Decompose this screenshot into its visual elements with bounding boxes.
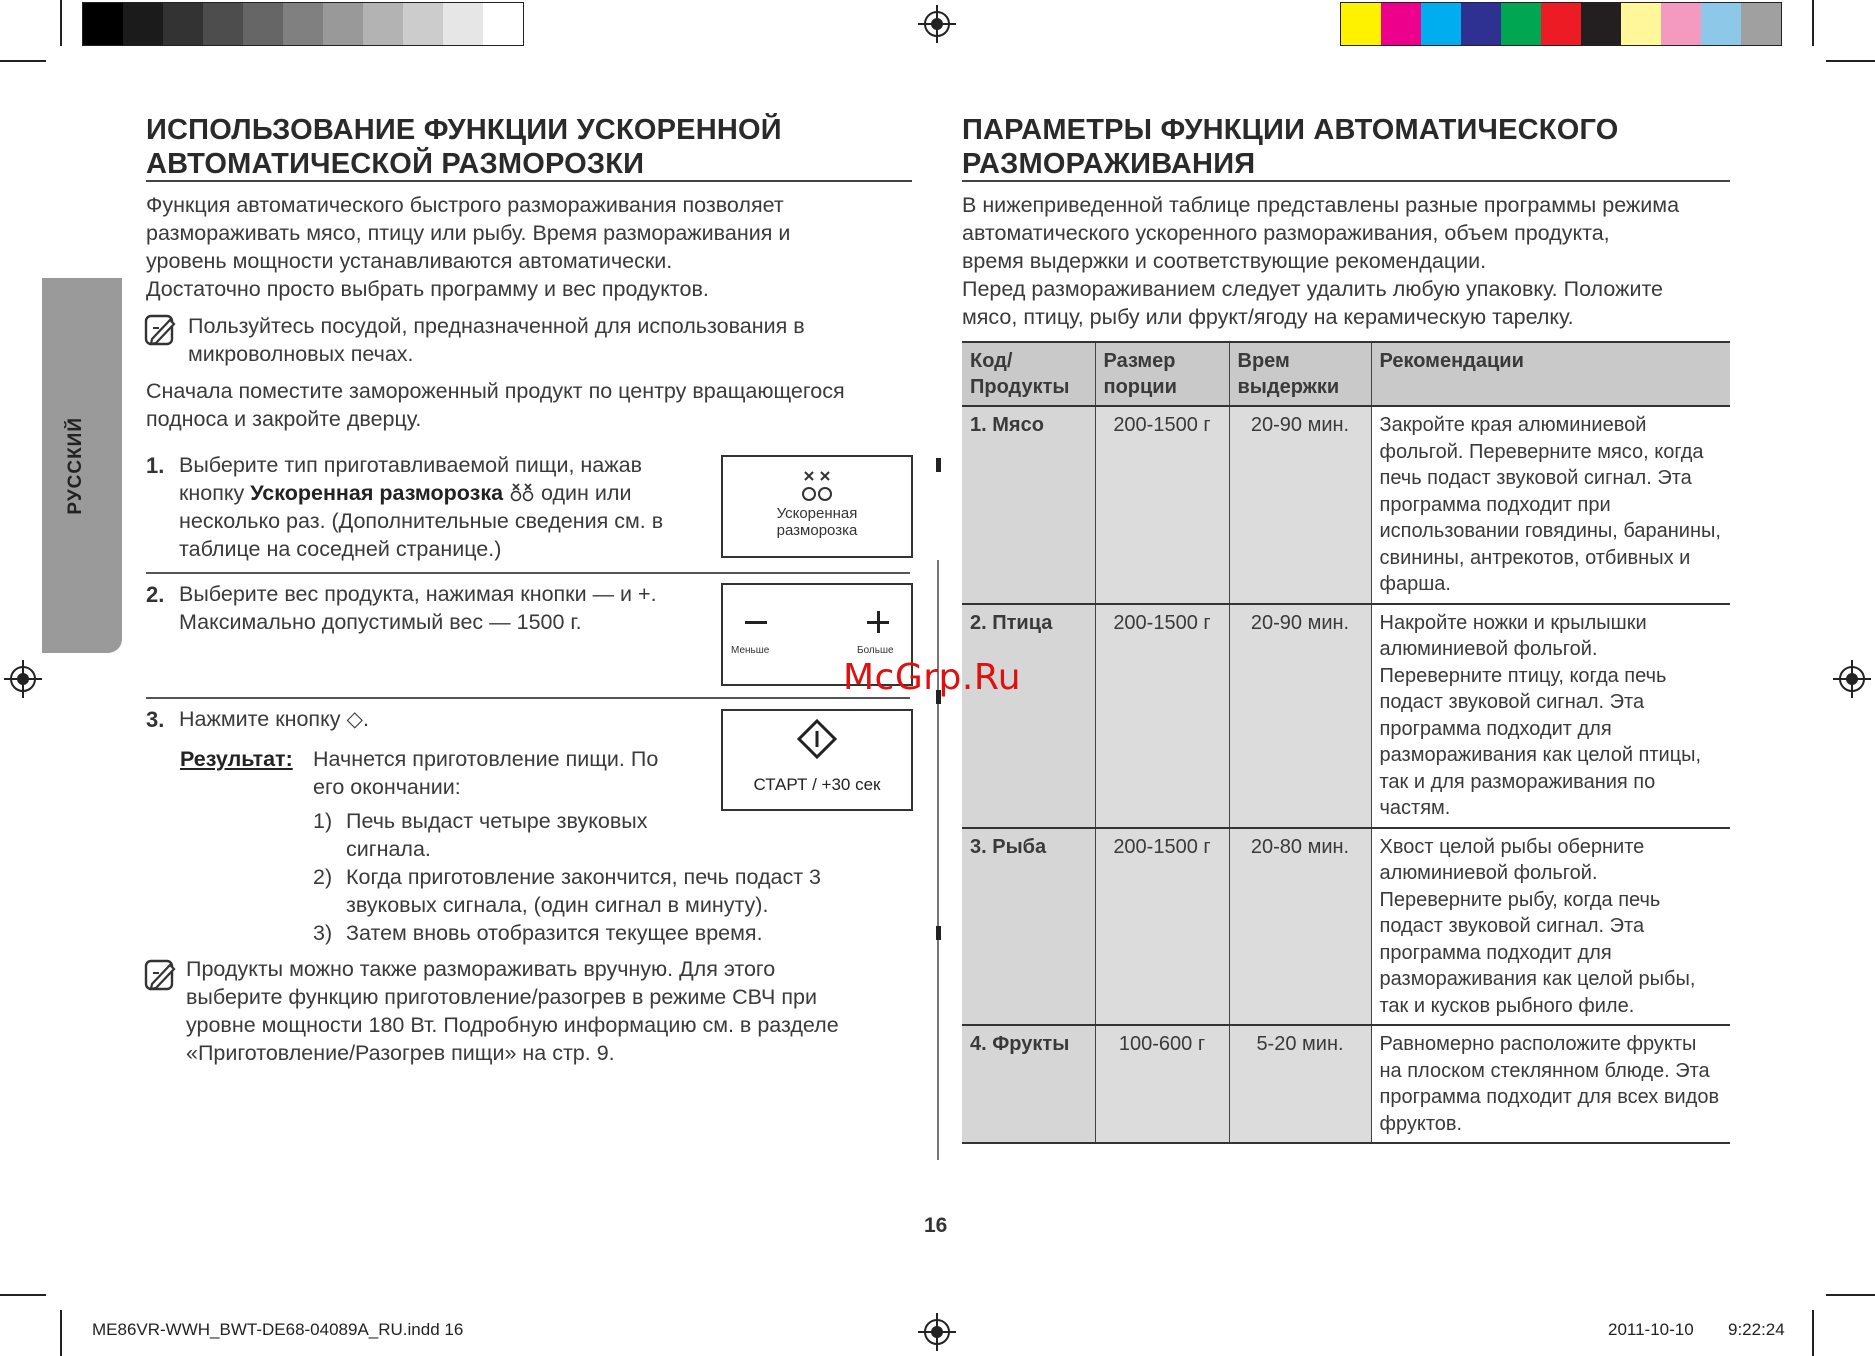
cell-time: 20-90 мин. [1229, 406, 1371, 604]
step-3-text: Нажмите кнопку ◇. [179, 707, 369, 731]
cell-code: 1. Мясо [962, 406, 1095, 604]
language-tab-label: РУССКИЙ [65, 416, 86, 515]
page-number: 16 [924, 1214, 948, 1237]
note-icon [144, 314, 178, 348]
result-label: Результат: [180, 747, 293, 771]
note-manual-defrost: Продукты можно также размораживать вручную. Для этого выберите функцию приготовление/разогрев в режиме СВЧ при уровне мощности 180 Вт. Подробную информацию см. в разделе «Приготовление/Разогрев пищи» на стр. 9. [186, 957, 839, 1065]
right-title-rule [962, 180, 1730, 182]
registration-mark-icon [4, 660, 42, 698]
minus-icon[interactable] [745, 621, 767, 624]
color-swatch [443, 3, 483, 45]
header-time: Врем выдержки [1229, 342, 1371, 406]
color-swatch [1581, 3, 1621, 45]
crop-mark [0, 60, 46, 62]
crop-mark [60, 0, 62, 46]
color-swatch [83, 3, 123, 45]
minus-label: Меньше [731, 645, 770, 656]
step-separator [146, 572, 910, 574]
quick-defrost-button-panel[interactable] [721, 455, 913, 558]
result-text: Начнется приготовление пищи. По его окончании: [313, 747, 659, 799]
defrost-table [962, 341, 1730, 1144]
color-swatch [243, 3, 283, 45]
left-placement-text: Сначала поместите замороженный продукт по центру вращающегося подноса и закройте дверцу. [146, 379, 845, 431]
crop-mark [1826, 60, 1875, 62]
cell-portion: 200-1500 г [1095, 828, 1229, 1026]
color-swatch [203, 3, 243, 45]
left-intro: Функция автоматического быстрого размораживания позволяет размораживать мясо, птицу или рыбу. Время размораживания и уровень мощности устанавливаются автоматически. Достаточно просто выбрать программу и вес продуктов. [146, 193, 791, 301]
color-swatch [1381, 3, 1421, 45]
header-portion: Размер порции [1095, 342, 1229, 406]
left-title-rule [146, 180, 912, 182]
start-icon [797, 719, 837, 759]
crop-mark [0, 1294, 46, 1296]
table-row [962, 828, 1730, 1026]
color-swatch [1501, 3, 1541, 45]
right-title: ПАРАМЕТРЫ ФУНКЦИИ АВТОМАТИЧЕСКОГО РАЗМОРАЖИВАНИЯ [962, 114, 1619, 180]
registration-mark-icon [918, 5, 956, 43]
header-code: Код/ Продукты [962, 342, 1095, 406]
color-swatch [123, 3, 163, 45]
cell-code: 4. Фрукты [962, 1025, 1095, 1143]
step-number: 3. [146, 707, 165, 732]
crop-mark [1812, 1310, 1814, 1356]
right-intro: В нижеприведенной таблице представлены разные программы режима автоматического ускоренного размораживания, объем продукта, время выдержки и соответствующие рекомендации. Перед размораживанием следует удалить любую упаковку. Положите мясо, птицу, рыбу или фрукт/ягоду на керамическую тарелку. [962, 193, 1680, 329]
crop-mark [60, 1310, 62, 1356]
cell-recommendation: Хвост целой рыбы оберните алюминиевой фольгой. Переверните рыбу, когда печь подаст звуковой сигнал. Эта программа подходит для размораживания как целой рыбы, так и кусков рыбного филе. [1371, 828, 1730, 1026]
color-swatch [163, 3, 203, 45]
fold-mark [936, 458, 941, 472]
list-item: 2) Когда приготовление закончится, печь подаст 3 [313, 865, 821, 889]
cell-code: 3. Рыба [962, 828, 1095, 1026]
left-title: ИСПОЛЬЗОВАНИЕ ФУНКЦИИ УСКОРЕННОЙ АВТОМАТИЧЕСКОЙ РАЗМОРОЗКИ [146, 114, 782, 180]
result-list: 1) Печь выдаст четыре звуковых сигнала. 2) Когда приготовление закончится, печь подаст 3 звуковых сигнала, (один сигнал в минуту). 3) Затем вновь отобразится текущее время. [313, 809, 821, 945]
cell-code: 2. Птица [962, 604, 1095, 828]
cell-recommendation: Накройте ножки и крылышки алюминиевой фольгой. Переверните птицу, когда печь подаст звуковой сигнал. Эта программа подходит для размораживания как целой птицы, так и для размораживания по частям. [1371, 604, 1730, 828]
color-swatch [1541, 3, 1581, 45]
column-divider [937, 560, 939, 1160]
footer-filename: ME86VR-WWH_BWT-DE68-04089A_RU.indd 16 [92, 1320, 464, 1339]
table-header-row [962, 342, 1730, 406]
quick-defrost-label: Ускоренная [776, 505, 858, 522]
fold-mark [936, 926, 941, 940]
watermark: McGrp.Ru [843, 657, 1022, 698]
start-label: СТАРТ / +30 сек [753, 775, 881, 794]
table-row [962, 406, 1730, 604]
cell-time: 20-80 мин. [1229, 828, 1371, 1026]
color-swatch [283, 3, 323, 45]
step-number: 2. [146, 582, 165, 607]
grayscale-swatch-bar [82, 2, 524, 46]
color-swatch [323, 3, 363, 45]
color-swatch [1461, 3, 1501, 45]
plus-label: Больше [857, 645, 894, 656]
header-recommendations: Рекомендации [1371, 342, 1730, 406]
crop-mark [1826, 1294, 1875, 1296]
color-swatch [403, 3, 443, 45]
color-swatch [1621, 3, 1661, 45]
color-swatch [1661, 3, 1701, 45]
color-swatch [1701, 3, 1741, 45]
cell-portion: 100-600 г [1095, 1025, 1229, 1143]
step-number: 1. [146, 453, 165, 478]
note-icon [144, 959, 178, 993]
quick-defrost-icon [509, 481, 535, 503]
color-swatch [1341, 3, 1381, 45]
footer-time: 9:22:24 [1728, 1320, 1785, 1339]
start-button-panel[interactable] [721, 709, 913, 811]
cell-time: 5-20 мин. [1229, 1025, 1371, 1143]
cell-portion: 200-1500 г [1095, 604, 1229, 828]
cell-time: 20-90 мин. [1229, 604, 1371, 828]
note-dishes: Пользуйтесь посудой, предназначенной для использования в микроволновых печах. [188, 314, 805, 366]
registration-mark-icon [1833, 660, 1871, 698]
table-row [962, 604, 1730, 828]
color-swatch [1421, 3, 1461, 45]
color-swatch [1741, 3, 1781, 45]
cell-portion: 200-1500 г [1095, 406, 1229, 604]
table-row [962, 1025, 1730, 1143]
footer-date: 2011-10-10 [1608, 1320, 1694, 1339]
registration-mark-icon [918, 1313, 956, 1351]
cell-recommendation: Равномерно расположите фрукты на плоском стеклянном блюде. Эта программа подходит для всех видов фруктов. [1371, 1025, 1730, 1143]
quick-defrost-icon [797, 469, 837, 505]
cell-recommendation: Закройте края алюминиевой фольгой. Переверните мясо, когда печь подаст звуковой сигнал. Эта программа подходит при использовании говядины, баранины, свинины, антрекотов, отбивных и фарша. [1371, 406, 1730, 604]
color-swatch [483, 3, 523, 45]
language-tab [42, 278, 122, 653]
quick-defrost-label: разморозка [776, 522, 858, 539]
list-item: 1) Печь выдаст четыре звуковых [313, 809, 648, 833]
list-item: 3) Затем вновь отобразится текущее время. [313, 921, 763, 945]
step-1-text: Выберите тип приготавливаемой пищи, нажав кнопку Ускоренная разморозка один или несколько раз. (Дополнительные сведения см. в таблице на соседней странице.) [179, 453, 664, 561]
color-swatch [363, 3, 403, 45]
color-swatch-bar [1340, 2, 1782, 46]
plus-icon[interactable] [867, 611, 889, 633]
crop-mark [1812, 0, 1814, 46]
step-separator [146, 697, 910, 699]
step-2-text: Выберите вес продукта, нажимая кнопки — и +. Максимально допустимый вес — 1500 г. [179, 582, 657, 634]
